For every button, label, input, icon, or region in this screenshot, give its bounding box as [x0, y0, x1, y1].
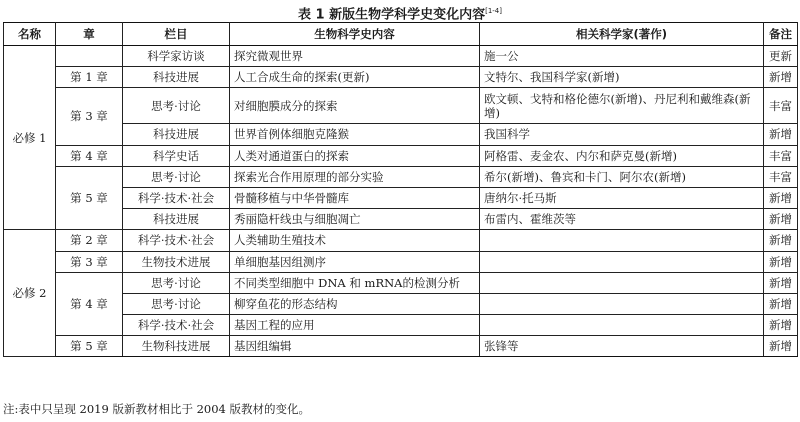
table-row	[4, 230, 798, 251]
content-cell: 对细胞膜成分的探索	[230, 88, 480, 124]
content-cell: 柳穿鱼花的形态结构	[230, 293, 480, 314]
header-name: 名称	[4, 23, 56, 46]
table-row	[4, 315, 798, 336]
scientist-cell: 施一公	[480, 46, 764, 67]
title-reference: [1-4]	[485, 7, 502, 15]
column-cell: 科技进展	[123, 124, 230, 145]
content-cell: 世界首例体细胞克隆猴	[230, 124, 480, 145]
scientist-cell: 欧文顿、戈特和格伦德尔(新增)、丹尼利和戴维森(新增)	[480, 88, 764, 124]
header-column: 栏目	[123, 23, 230, 46]
content-cell: 单细胞基因组测序	[230, 251, 480, 272]
remark-cell: 新增	[764, 209, 798, 230]
column-cell: 思考·讨论	[123, 166, 230, 187]
table-row	[4, 124, 798, 145]
column-cell: 思考·讨论	[123, 293, 230, 314]
science-history-table	[3, 22, 798, 357]
scientist-cell: 布雷内、霍维茨等	[480, 209, 764, 230]
column-cell: 科技进展	[123, 67, 230, 88]
table-row	[4, 145, 798, 166]
column-cell: 科学·技术·社会	[123, 187, 230, 208]
scientist-cell	[480, 251, 764, 272]
content-cell: 秀丽隐杆线虫与细胞凋亡	[230, 209, 480, 230]
table-header-row	[4, 23, 798, 46]
scientist-cell: 张锋等	[480, 336, 764, 357]
content-cell: 探索光合作用原理的部分实验	[230, 166, 480, 187]
table-footnote: 注:表中只呈现 2019 版新教材相比于 2004 版教材的变化。	[3, 402, 311, 416]
scientist-cell	[480, 293, 764, 314]
header-scientists: 相关科学家(著作)	[480, 23, 764, 46]
header-remark: 备注	[764, 23, 798, 46]
remark-cell: 新增	[764, 336, 798, 357]
table-row	[4, 272, 798, 293]
table-row	[4, 293, 798, 314]
header-content: 生物科学史内容	[230, 23, 480, 46]
chapter-cell	[56, 46, 123, 67]
remark-cell: 新增	[764, 67, 798, 88]
table-row	[4, 187, 798, 208]
content-cell: 人工合成生命的探索(更新)	[230, 67, 480, 88]
scientist-cell	[480, 315, 764, 336]
title-text: 表 1 新版生物学科学史变化内容	[297, 7, 486, 23]
chapter-cell: 第 5 章	[56, 336, 123, 357]
remark-cell: 新增	[764, 293, 798, 314]
chapter-cell: 第 3 章	[56, 251, 123, 272]
content-cell: 骨髓移植与中华骨髓库	[230, 187, 480, 208]
chapter-cell: 第 4 章	[56, 145, 123, 166]
remark-cell: 丰富	[764, 88, 798, 124]
table-row	[4, 88, 798, 124]
column-cell: 思考·讨论	[123, 88, 230, 124]
remark-cell: 新增	[764, 230, 798, 251]
remark-cell: 新增	[764, 251, 798, 272]
column-cell: 科学·技术·社会	[123, 315, 230, 336]
content-cell: 人类对通道蛋白的探索	[230, 145, 480, 166]
scientist-cell	[480, 230, 764, 251]
table-row	[4, 46, 798, 67]
chapter-cell: 第 2 章	[56, 230, 123, 251]
remark-cell: 更新	[764, 46, 798, 67]
scientist-cell	[480, 272, 764, 293]
scientist-cell: 我国科学	[480, 124, 764, 145]
remark-cell: 丰富	[764, 145, 798, 166]
scientist-cell: 文特尔、我国科学家(新增)	[480, 67, 764, 88]
scientist-cell: 唐纳尔·托马斯	[480, 187, 764, 208]
column-cell: 思考·讨论	[123, 272, 230, 293]
module-cell: 必修 1	[4, 46, 56, 230]
chapter-cell: 第 5 章	[56, 166, 123, 230]
column-cell: 科学家访谈	[123, 46, 230, 67]
table-row	[4, 336, 798, 357]
column-cell: 科学史话	[123, 145, 230, 166]
remark-cell: 新增	[764, 315, 798, 336]
table-row	[4, 166, 798, 187]
module-cell: 必修 2	[4, 230, 56, 357]
content-cell: 不同类型细胞中 DNA 和 mRNA的检测分析	[230, 272, 480, 293]
chapter-cell: 第 1 章	[56, 67, 123, 88]
remark-cell: 新增	[764, 187, 798, 208]
chapter-cell: 第 4 章	[56, 272, 123, 336]
content-cell: 基因工程的应用	[230, 315, 480, 336]
scientist-cell: 阿格雷、麦金农、内尔和萨克曼(新增)	[480, 145, 764, 166]
content-cell: 人类辅助生殖技术	[230, 230, 480, 251]
content-cell: 基因组编辑	[230, 336, 480, 357]
remark-cell: 新增	[764, 272, 798, 293]
column-cell: 科学·技术·社会	[123, 230, 230, 251]
remark-cell: 丰富	[764, 166, 798, 187]
table-row	[4, 251, 798, 272]
table-title	[0, 2, 800, 24]
column-cell: 生物技术进展	[123, 251, 230, 272]
header-chapter: 章	[56, 23, 123, 46]
scientist-cell: 希尔(新增)、鲁宾和卡门、阿尔农(新增)	[480, 166, 764, 187]
column-cell: 科技进展	[123, 209, 230, 230]
chapter-cell: 第 3 章	[56, 88, 123, 145]
table-row	[4, 67, 798, 88]
content-cell: 探究微观世界	[230, 46, 480, 67]
table-row	[4, 209, 798, 230]
remark-cell: 新增	[764, 124, 798, 145]
column-cell: 生物科技进展	[123, 336, 230, 357]
